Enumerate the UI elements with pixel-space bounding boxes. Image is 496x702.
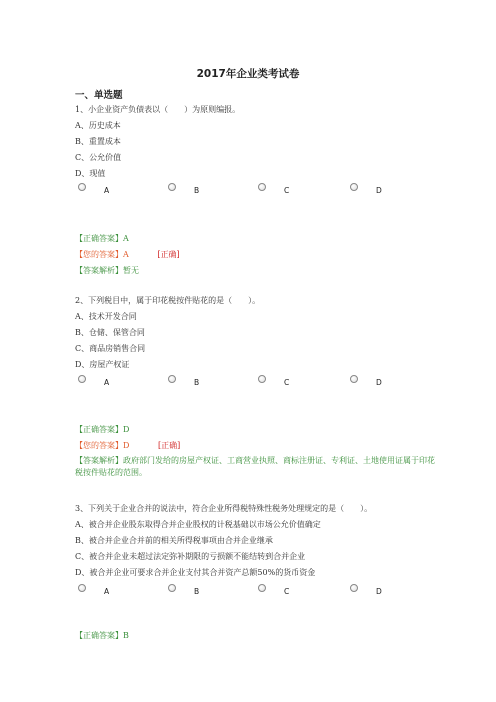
- question-1-option-a: A、历史成本: [75, 121, 121, 130]
- question-1-option-d: D、现值: [75, 169, 106, 178]
- radio-icon[interactable]: [168, 584, 176, 592]
- radio-icon[interactable]: [78, 375, 86, 383]
- question-3-option-d: D、被合并企业可要求合并企业支付其合并资产总额50%的货币资金: [75, 568, 316, 577]
- section-heading: 一、单选题: [75, 90, 123, 101]
- question-2-stem: 2、下列税目中，属于印花税按件贴花的是（ ）。: [75, 296, 261, 305]
- question-1-your-answer: [75, 249, 180, 260]
- radio-icon[interactable]: [168, 375, 176, 383]
- radio-option-a[interactable]: A: [78, 583, 109, 596]
- radio-option-c[interactable]: C: [258, 583, 289, 596]
- your-answer-label: 【您的答案】A: [75, 250, 129, 259]
- question-3-stem: 3、下列关于企业合并的说法中，符合企业所得税特殊性税务处理规定的是（ ）。: [75, 504, 373, 513]
- radio-icon[interactable]: [350, 183, 358, 191]
- question-2-correct-answer: 【正确答案】D: [75, 425, 130, 434]
- question-1-option-c: C、公允价值: [75, 153, 122, 162]
- radio-icon[interactable]: [258, 183, 266, 191]
- radio-option-a[interactable]: A: [78, 182, 109, 195]
- question-3-option-b: B、被合并企业合并前的相关所得税事项由合并企业继承: [75, 536, 273, 545]
- radio-option-d[interactable]: D: [350, 182, 382, 195]
- radio-icon[interactable]: [350, 584, 358, 592]
- question-1-correct-answer: 【正确答案】A: [75, 234, 129, 243]
- your-answer-status: [正确]: [157, 441, 181, 450]
- radio-option-b[interactable]: B: [168, 583, 199, 596]
- radio-icon[interactable]: [350, 375, 358, 383]
- question-3-correct-answer: 【正确答案】B: [75, 631, 129, 640]
- question-2-analysis: 【答案解析】政府部门发给的房屋产权证、工商营业执照、商标注册证、专利证、土地使用证属于印花税按件贴花的范围。: [75, 456, 435, 477]
- your-answer-label: 【您的答案】D: [75, 441, 130, 450]
- question-2-option-c: C、商品房销售合同: [75, 344, 146, 353]
- question-2-option-b: B、仓储、保管合同: [75, 328, 145, 337]
- radio-icon[interactable]: [78, 584, 86, 592]
- question-2-answer-radios: [75, 374, 415, 388]
- question-3-option-a: A、被合并企业股东取得合并企业股权的计税基础以市场公允价值确定: [75, 520, 321, 529]
- question-1-analysis: 【答案解析】暂无: [75, 266, 139, 275]
- question-2-option-a: A、技术开发合同: [75, 312, 137, 321]
- radio-option-c[interactable]: C: [258, 374, 289, 387]
- radio-option-b[interactable]: B: [168, 374, 199, 387]
- your-answer-status: [正确]: [157, 250, 180, 259]
- question-3-option-c: C、被合并企业未超过法定弥补期限的亏损额不能结转到合并企业: [75, 552, 306, 561]
- question-3-answer-radios: [75, 583, 415, 597]
- radio-option-a[interactable]: A: [78, 374, 109, 387]
- radio-option-b[interactable]: B: [168, 182, 199, 195]
- question-1-option-b: B、重置成本: [75, 137, 121, 146]
- radio-icon[interactable]: [168, 183, 176, 191]
- radio-option-c[interactable]: C: [258, 182, 289, 195]
- exam-title: 2017年企业类考试卷: [196, 68, 300, 80]
- radio-icon[interactable]: [258, 584, 266, 592]
- radio-option-d[interactable]: D: [350, 374, 382, 387]
- question-2-your-answer: [75, 440, 180, 451]
- question-2-option-d: D、房屋产权证: [75, 360, 130, 369]
- radio-icon[interactable]: [258, 375, 266, 383]
- radio-option-d[interactable]: D: [350, 583, 382, 596]
- radio-icon[interactable]: [78, 183, 86, 191]
- question-1-stem: 1、小企业资产负债表以（ ）为原则编报。: [75, 105, 241, 114]
- question-1-answer-radios: [75, 182, 415, 196]
